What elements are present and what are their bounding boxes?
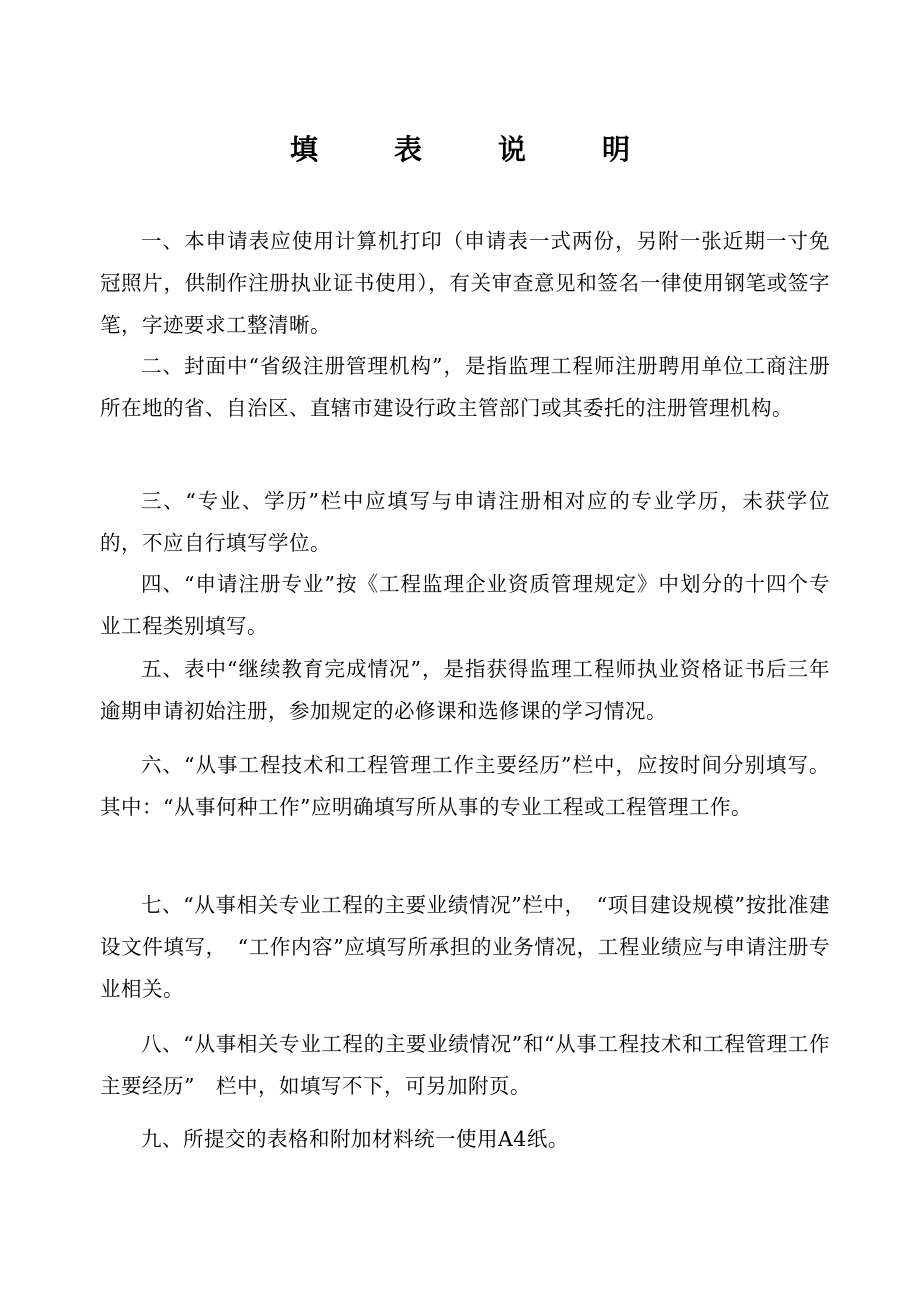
- instruction-paragraph-3: 三、“专业、学历”栏中应填写与申请注册相对应的专业学历，未获学位的，不应自行填写学位。: [100, 489, 830, 555]
- instruction-paragraph-2: 二、封面中“省级注册管理机构”，是指监理工程师注册聘用单位工商注册所在地的省、自治区、直辖市建设行政主管部门或其委托的注册管理机构。: [100, 354, 830, 420]
- page-title: 填 表 说 明: [289, 133, 654, 166]
- instruction-paragraph-9: 九、所提交的表格和附加材料统一使用A4纸。: [141, 1127, 569, 1151]
- instruction-paragraph-1: 一、本申请表应使用计算机打印（申请表一式两份，另附一张近期一寸免冠照片，供制作注册执业证书使用），有关审查意见和签名一律使用钢笔或签字笔，字迹要求工整清晰。: [100, 229, 830, 337]
- instruction-paragraph-6: 六、“从事工程技术和工程管理工作主要经历”栏中，应按时间分别填写。其中：“从事何种工作”应明确填写所从事的专业工程或工程管理工作。: [100, 753, 830, 819]
- instruction-paragraph-5: 五、表中“继续教育完成情况”，是指获得监理工程师执业资格证书后三年逾期申请初始注册，参加规定的必修课和选修课的学习情况。: [100, 657, 830, 723]
- instruction-paragraph-4: 四、“申请注册专业”按《工程监理企业资质管理规定》中划分的十四个专业工程类别填写。: [100, 572, 830, 638]
- instruction-paragraph-7: 七、“从事相关专业工程的主要业绩情况”栏中， “项目建设规模”按批准建设文件填写， “工作内容”应填写所承担的业务情况，工程业绩应与申请注册专业相关。: [100, 893, 830, 1001]
- instruction-paragraph-8: 八、“从事相关专业工程的主要业绩情况”和“从事工程技术和工程管理工作主要经历” 栏中，如填写不下，可另加附页。: [100, 1032, 830, 1098]
